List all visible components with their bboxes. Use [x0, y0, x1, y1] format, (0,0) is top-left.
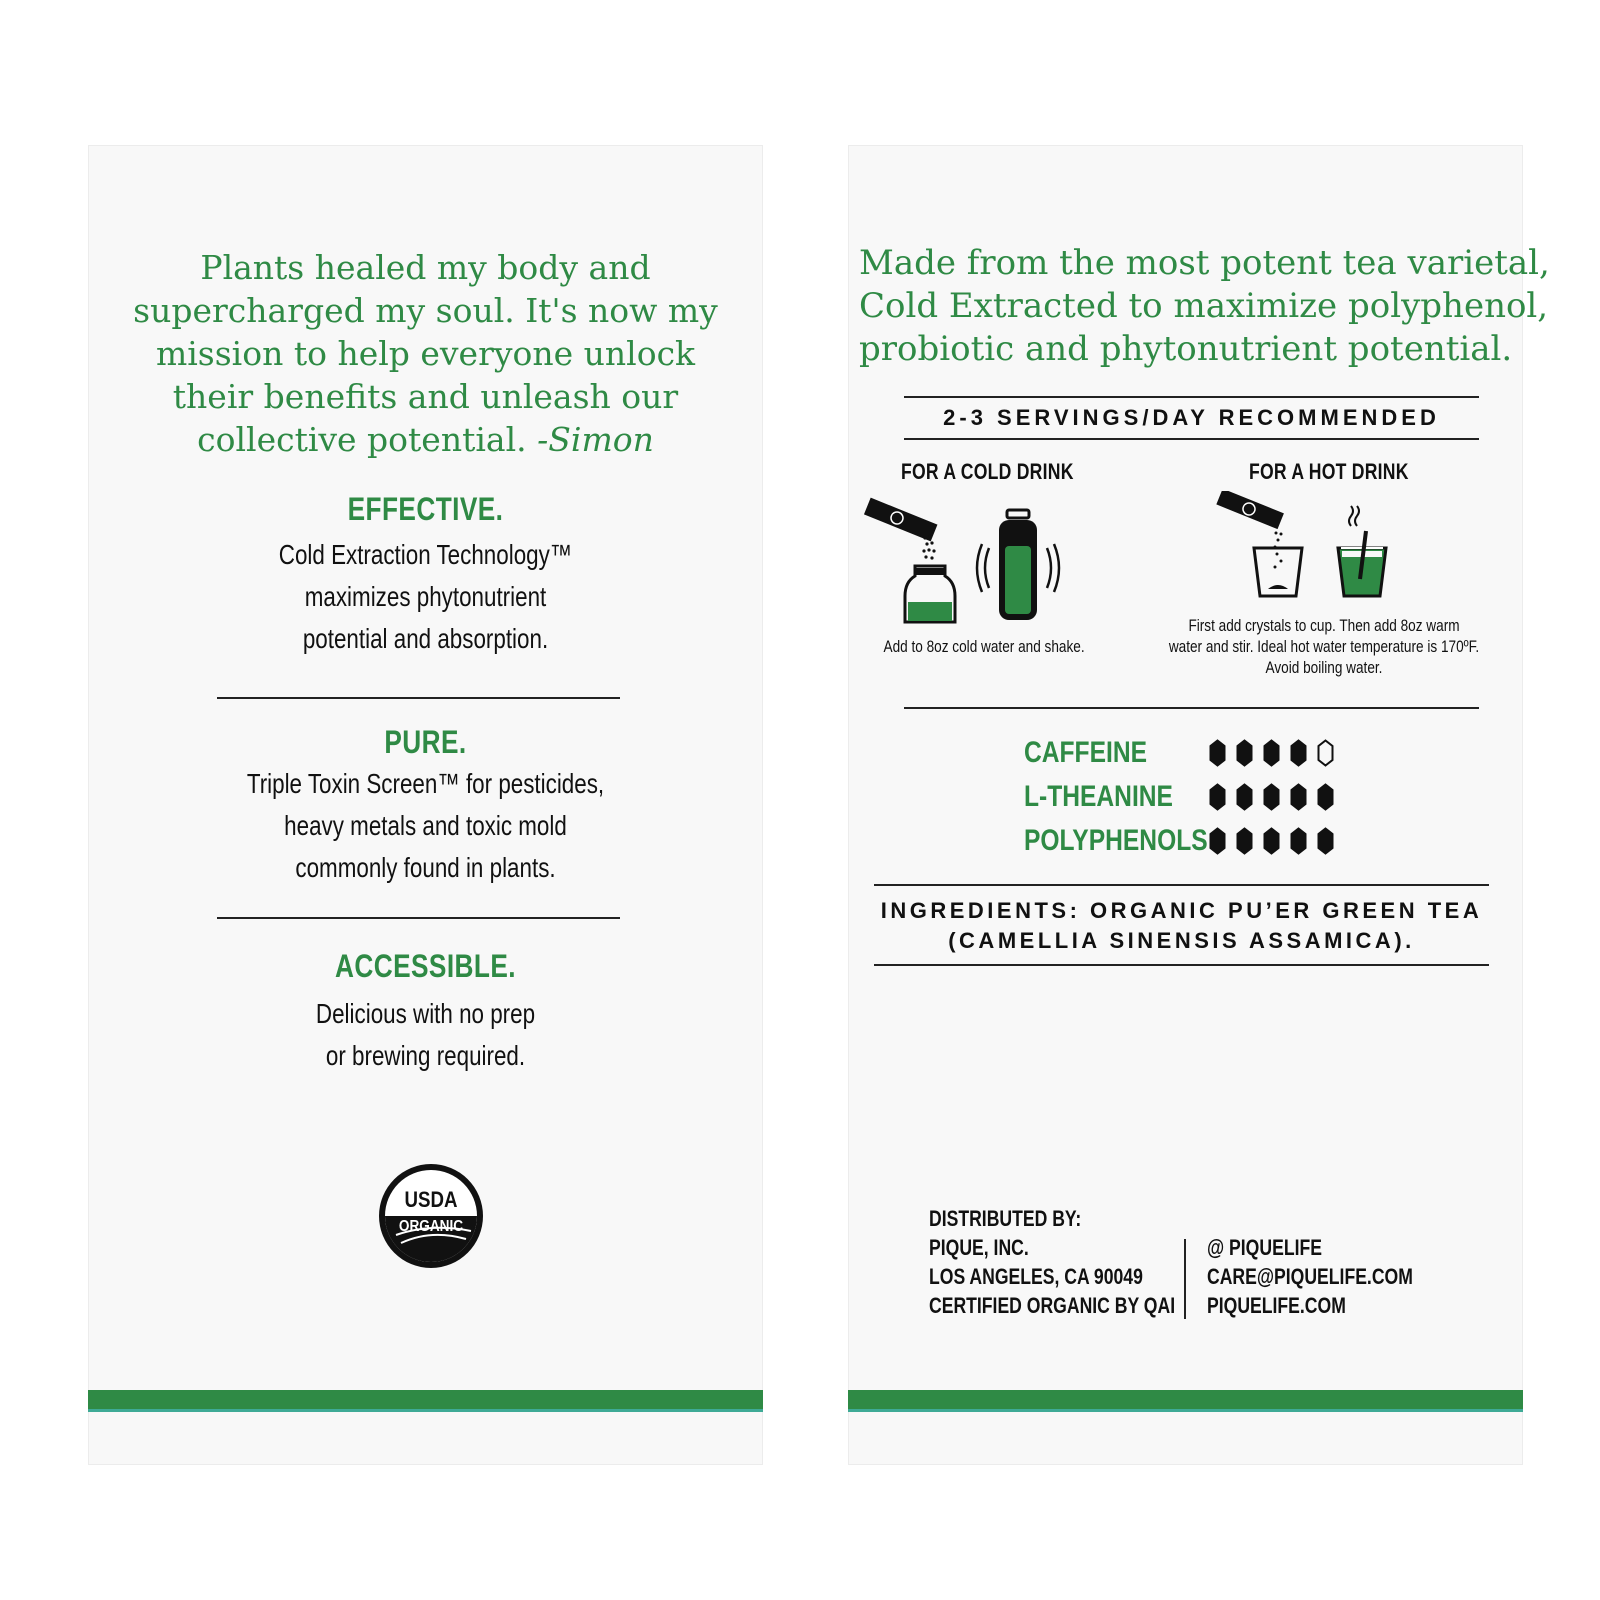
seal-top-text: USDA: [404, 1188, 458, 1213]
level-icons: [1209, 739, 1334, 767]
feature-text: commonly found in plants.: [295, 852, 556, 883]
feature-text: Delicious with no prep: [315, 998, 536, 1029]
rating-filled-icon: [1263, 783, 1280, 811]
rating-filled-icon: [1317, 827, 1334, 855]
brand-bar: [88, 1390, 763, 1412]
divider: [217, 917, 620, 919]
feature-text: potential and absorption.: [302, 623, 549, 654]
tagline-line: Made from the most potent tea varietal,: [859, 243, 1550, 283]
quote-signature: -Simon: [537, 420, 654, 459]
quote-line: mission to help everyone unlock: [155, 334, 696, 373]
tagline: [859, 242, 1550, 371]
contact-line: @ PIQUELIFE: [1207, 1235, 1322, 1260]
feature-title: ACCESSIBLE.: [335, 948, 516, 984]
feature-effective: [89, 491, 762, 660]
tagline-line: Cold Extracted to maximize polyphenol,: [859, 286, 1549, 326]
rating-filled-icon: [1317, 783, 1334, 811]
hot-drink-icon: [1214, 491, 1414, 616]
feature-text: Triple Toxin Screen™ for pesticides,: [246, 768, 605, 799]
distributor-info: [929, 1204, 1175, 1320]
feature-text: Cold Extraction Technology™: [278, 539, 573, 570]
left-panel: [88, 145, 763, 1465]
cold-drink-icon: [857, 496, 1087, 626]
quote-line-last: [109, 418, 742, 461]
tagline-line: probiotic and phytonutrient potential.: [859, 329, 1513, 369]
contact-line: PIQUELIFE.COM: [1207, 1293, 1346, 1318]
rating-filled-icon: [1236, 783, 1253, 811]
hot-drink-note-line: water and stir. Ideal hot water temperature is 170ºF.: [1168, 637, 1480, 656]
distributor-line: PIQUE, INC.: [929, 1235, 1029, 1260]
rating-filled-icon: [1263, 827, 1280, 855]
contact-info: [1207, 1233, 1413, 1320]
right-panel: [848, 145, 1550, 1465]
feature-text: heavy metals and toxic mold: [284, 810, 567, 841]
hot-drink-note-line: First add crystals to cup. Then add 8oz warm: [1188, 616, 1460, 635]
rating-filled-icon: [1209, 783, 1226, 811]
rating-filled-icon: [1290, 739, 1307, 767]
rating-filled-icon: [1209, 827, 1226, 855]
rating-filled-icon: [1263, 739, 1280, 767]
feature-title: EFFECTIVE.: [347, 491, 504, 527]
level-label: CAFFEINE: [1024, 736, 1147, 769]
servings-recommendation: 2-3 SERVINGS/DAY RECOMMENDED: [904, 396, 1479, 440]
hot-drink-note: [1160, 615, 1488, 678]
divider: [217, 697, 620, 699]
level-icons: [1209, 827, 1334, 855]
rating-filled-icon: [1290, 783, 1307, 811]
hot-drink-title: FOR A HOT DRINK: [1249, 459, 1409, 484]
cold-drink-title: FOR A COLD DRINK: [901, 459, 1074, 484]
contact-line: CARE@PIQUELIFE.COM: [1207, 1264, 1413, 1289]
rating-filled-icon: [1236, 739, 1253, 767]
ingredients-line: (CAMELLIA SINENSIS ASSAMICA).: [948, 928, 1415, 953]
cold-drink-note: Add to 8oz cold water and shake.: [883, 637, 1085, 656]
quote-line: their benefits and unleash our: [172, 377, 679, 416]
rating-empty-icon: [1317, 739, 1334, 767]
seal-bottom-text: ORGANIC: [398, 1218, 464, 1236]
quote-line: supercharged my soul. It's now my: [133, 291, 718, 330]
feature-title: PURE.: [384, 724, 467, 760]
feature-text: or brewing required.: [325, 1040, 526, 1071]
ingredients-line: INGREDIENTS: ORGANIC PU’ER GREEN TEA: [880, 898, 1483, 923]
level-label: L-THEANINE: [1024, 780, 1173, 813]
brand-bar: [848, 1390, 1523, 1412]
distributor-line: DISTRIBUTED BY:: [929, 1206, 1082, 1231]
level-icons: [1209, 783, 1334, 811]
feature-accessible: [89, 948, 762, 1077]
distributor-line: LOS ANGELES, CA 90049: [929, 1264, 1143, 1289]
level-label: POLYPHENOLS: [1024, 824, 1208, 857]
rating-filled-icon: [1290, 827, 1307, 855]
founder-quote: [109, 246, 742, 461]
feature-text: maximizes phytonutrient: [304, 581, 547, 612]
ingredients: [874, 884, 1489, 966]
quote-line: Plants healed my body and: [200, 248, 651, 287]
hot-drink-note-line: Avoid boiling water.: [1265, 658, 1383, 677]
divider: [904, 707, 1479, 709]
usda-organic-seal: [376, 1161, 486, 1271]
vertical-divider: [1184, 1239, 1186, 1319]
quote-line: collective potential.: [197, 420, 527, 459]
rating-filled-icon: [1236, 827, 1253, 855]
distributor-line: CERTIFIED ORGANIC BY QAI: [929, 1293, 1176, 1318]
feature-pure: [89, 724, 762, 889]
rating-filled-icon: [1209, 739, 1226, 767]
